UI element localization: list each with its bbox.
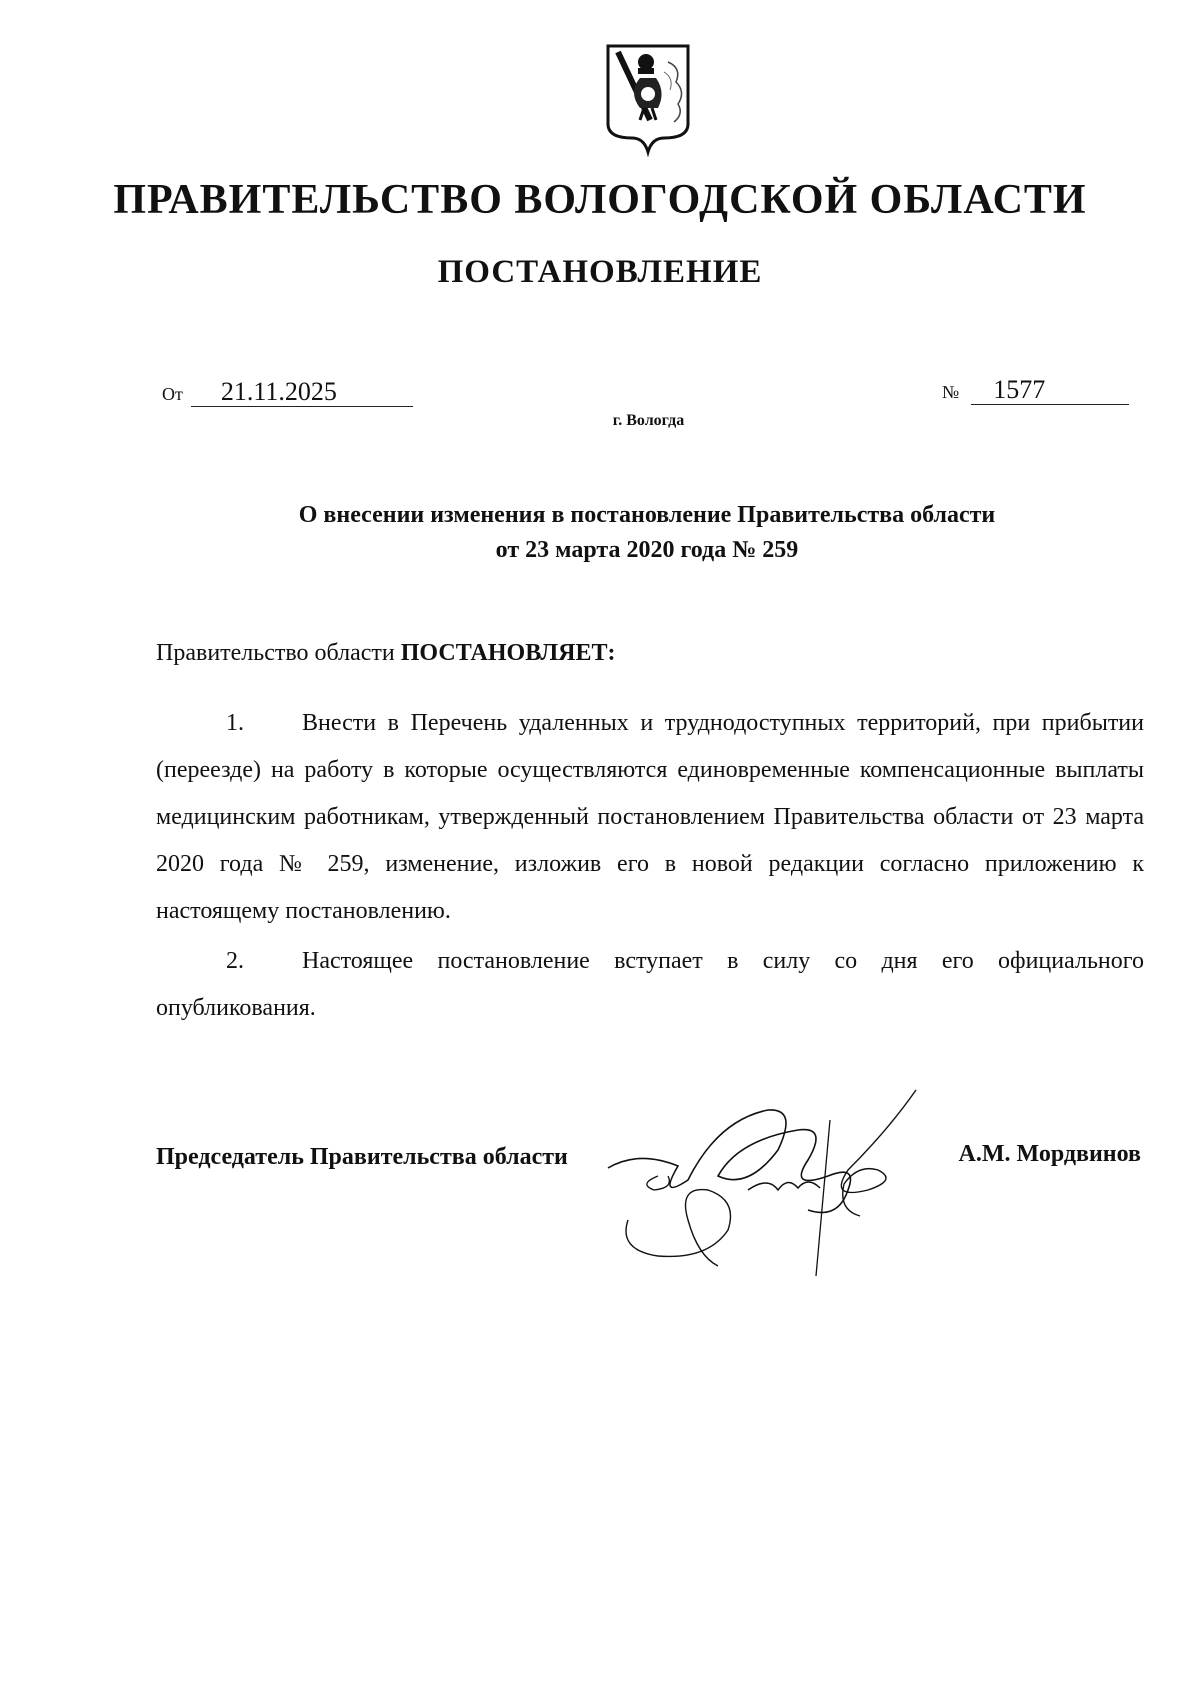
clause-2-text: Настоящее постановление вступает в силу со дня его официального опубликования. [156, 948, 1144, 1021]
signatory-position: Председатель Правительства области [156, 1144, 568, 1170]
resolution-line [156, 630, 1144, 677]
number-label: № [942, 382, 960, 402]
title-line-2: от 23 марта 2020 года № 259 [495, 537, 799, 563]
clause-1-text: Внести в Перечень удаленных и труднодоступных территорий, при прибытии (переезде) на работу в которые осуществляются единовременные компенсационные выплаты медицинским работникам, утвержденный постановлением Правительства области от 23 марта 2020 года № 259, изменение, изложив его в новой редакции согласно приложению к настоящему постановлению. [156, 710, 1144, 924]
signatory-name: А.М. Мордвинов [958, 1141, 1141, 1167]
document-number: 1577 [971, 376, 1129, 405]
resolves-prefix: Правительство области [156, 640, 401, 666]
organization-name: ПРАВИТЕЛЬСТВО ВОЛОГОДСКОЙ ОБЛАСТИ [113, 177, 1087, 223]
clause-1-number: 1. [226, 710, 244, 736]
clause-2 [156, 938, 1144, 1032]
signature-icon [598, 1080, 968, 1280]
title-line-1: О внесении изменения в постановление Правительства области [298, 502, 996, 528]
number-line [942, 376, 1129, 405]
clause-2-number: 2. [226, 948, 244, 974]
document-type: ПОСТАНОВЛЕНИЕ [437, 254, 763, 290]
city: г. Вологда [612, 412, 685, 429]
date-label: От [162, 384, 183, 404]
document-date: 21.11.2025 [191, 378, 413, 407]
coat-of-arms-icon [604, 42, 692, 158]
resolves-word: ПОСТАНОВЛЯЕТ: [400, 640, 616, 666]
clause-1 [156, 700, 1144, 935]
date-line [162, 378, 413, 407]
document-title [0, 498, 1200, 568]
